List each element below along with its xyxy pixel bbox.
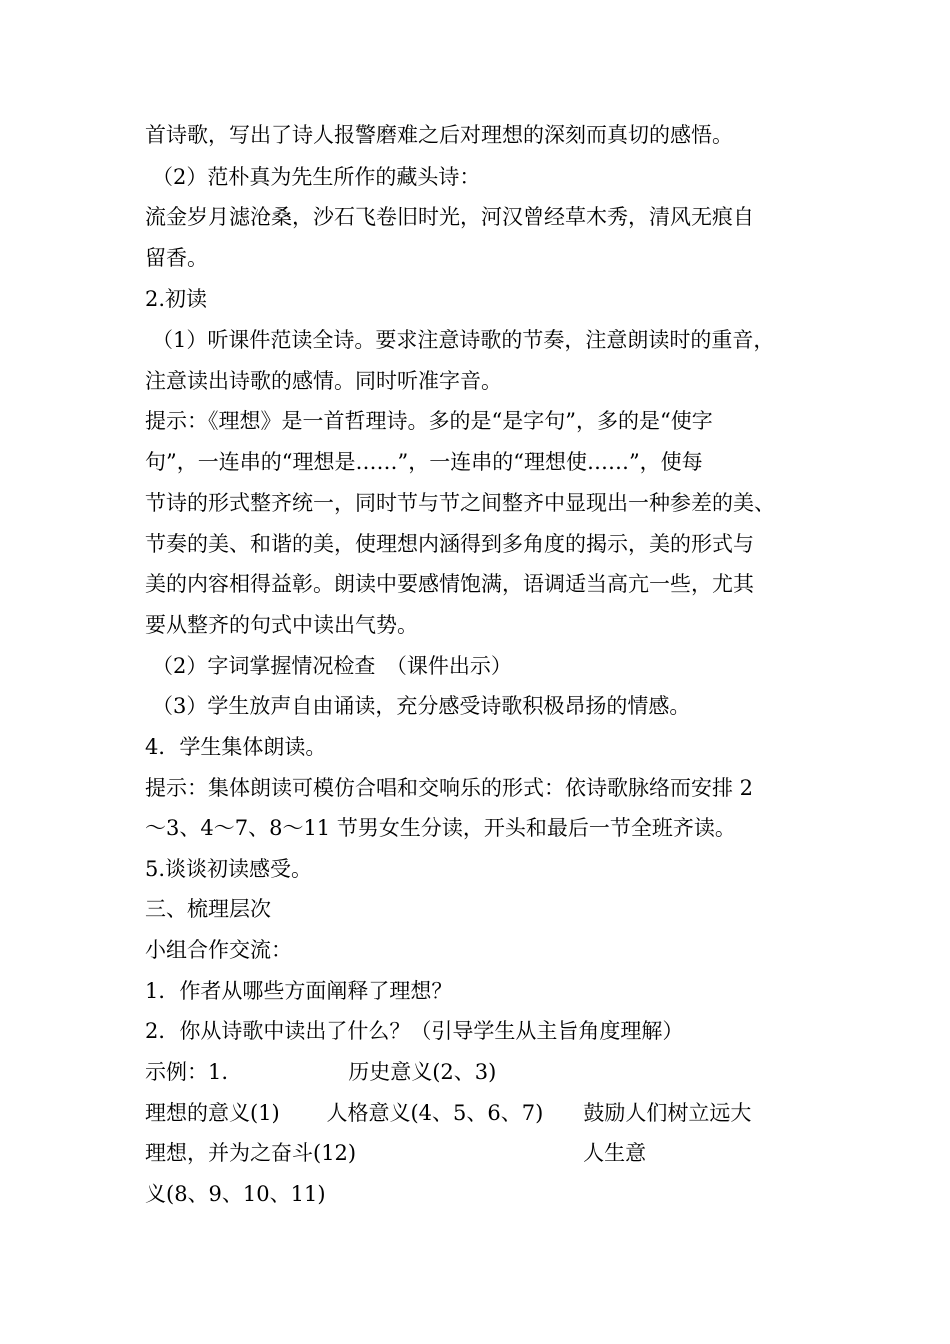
text-line: （3）学生放声自由诵读，充分感受诗歌积极昂扬的情感。	[152, 694, 691, 718]
text-line: （1）听课件范读全诗。要求注意诗歌的节奏，注意朗读时的重音，	[152, 328, 775, 352]
text-line: 流金岁月滤沧桑，沙石飞卷旧时光，河汉曾经草木秀，清风无痕自	[145, 205, 754, 229]
text-line: 小组合作交流：	[145, 938, 292, 962]
text-line: 理想，并为之奋斗(12) 人生意	[145, 1141, 647, 1165]
text-line: （2）范朴真为先生所作的藏头诗：	[152, 165, 481, 189]
section-heading: 三、梳理层次	[145, 897, 271, 921]
text-line: 4．学生集体朗读。	[145, 735, 327, 759]
text-line: 提示：集体朗读可模仿合唱和交响乐的形式：依诗歌脉络而安排 2	[145, 776, 754, 800]
text-line: 留香。	[145, 246, 208, 270]
text-line: 示例：1. 历史意义(2、3)	[145, 1060, 497, 1084]
text-line: 句”，一连串的“理想是……”，一连串的“理想使……”，使每	[145, 450, 703, 474]
text-line: ～3、4～7、8～11 节男女生分读，开头和最后一节全班齐读。	[145, 816, 736, 840]
text-line: （2）字词掌握情况检查 （课件出示）	[152, 654, 512, 678]
text-line: 1．作者从哪些方面阐释了理想？	[145, 979, 453, 1003]
text-line: 提示：《理想》是一首哲理诗。多的是“是字句”，多的是“使字	[145, 409, 713, 433]
text-line: 5.谈谈初读感受。	[145, 857, 313, 881]
text-line: 节诗的形式整齐统一，同时节与节之间整齐中显现出一种参差的美、	[145, 491, 775, 515]
text-line: 理想的意义(1) 人格意义(4、5、6、7) 鼓励人们树立远大	[145, 1101, 752, 1125]
text-line: 义(8、9、10、11)	[145, 1182, 326, 1206]
section-heading: 2.初读	[145, 287, 208, 311]
text-line: 节奏的美、和谐的美，使理想内涵得到多角度的揭示，美的形式与	[145, 532, 754, 556]
text-line: 首诗歌，写出了诗人报警磨难之后对理想的深刻而真切的感悟。	[145, 123, 733, 147]
text-line: 注意读出诗歌的感情。同时听准字音。	[145, 369, 502, 393]
text-line: 要从整齐的句式中读出气势。	[145, 613, 418, 637]
text-line: 2．你从诗歌中读出了什么？（引导学生从主旨角度理解）	[145, 1019, 684, 1043]
text-line: 美的内容相得益彰。朗读中要感情饱满，语调适当高亢一些，尤其	[145, 572, 754, 596]
